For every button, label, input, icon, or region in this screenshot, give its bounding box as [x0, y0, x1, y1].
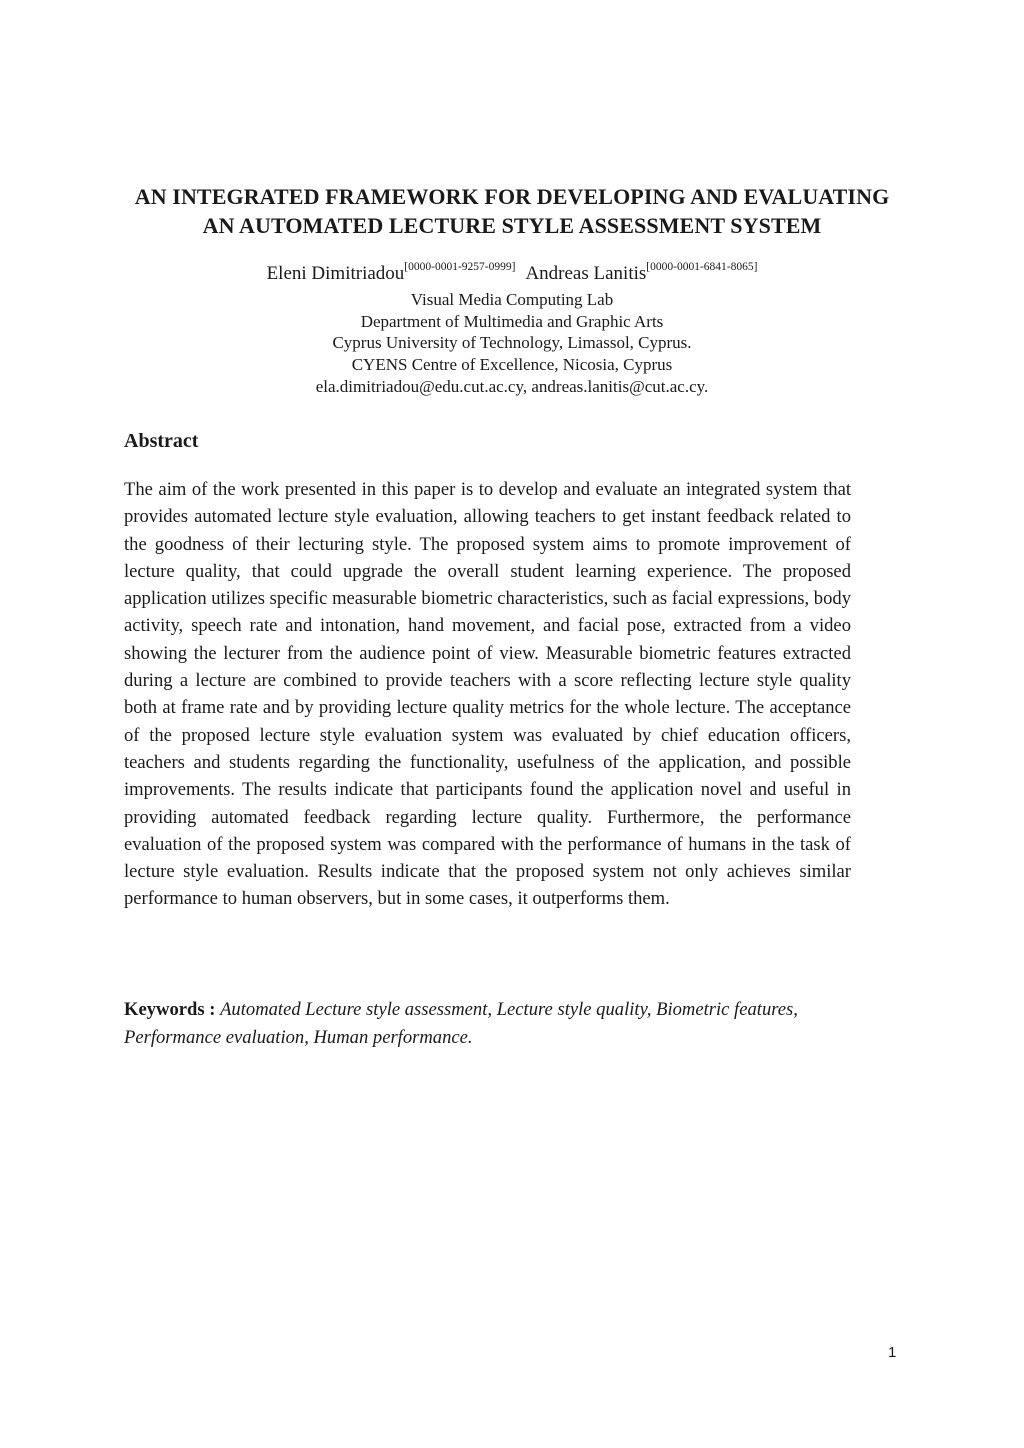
title-line-2: AN AUTOMATED LECTURE STYLE ASSESSMENT SYSTEM: [202, 213, 822, 238]
paper-title: [0, 182, 1024, 240]
keywords-text: Automated Lecture style assessment, Lecture style quality, Biometric features, Performance evaluation, Human performance.: [124, 999, 798, 1048]
affiliation-university: Cyprus University of Technology, Limassol, Cyprus.: [332, 333, 692, 353]
affiliation-department: Department of Multimedia and Graphic Arts: [360, 311, 664, 331]
author-name-2: Andreas Lanitis: [525, 263, 647, 284]
title-line-1: AN INTEGRATED FRAMEWORK FOR DEVELOPING AND EVALUATING: [134, 184, 890, 209]
abstract-text: The aim of the work presented in this paper is to develop and evaluate an integrated system that provides automated lecture style evaluation, allowing teachers to get instant feedback related to the goodness of their lecturing style. The proposed system aims to promote improvement of lecture quality, that could upgrade the overall student learning experience. The proposed application utilizes specific measurable biometric characteristics, such as facial expressions, body activity, speech rate and intonation, hand movement, and facial pose, extracted from a video showing the lecturer from the audience point of view. Measurable biometric features extracted during a lecture are combined to provide teachers with a score reflecting lecture style quality both at frame rate and by providing lecture quality metrics for the whole lecture. The acceptance of the proposed lecture style evaluation system was evaluated by chief education officers, teachers and students regarding the functionality, usefulness of the application, and possible improvements. The results indicate that participants found the application novel and useful in providing automated feedback regarding lecture quality. Furthermore, the performance evaluation of the proposed system was compared with the performance of humans in the task of lecture style evaluation. Results indicate that the proposed system not only achieves similar performance to human observers, but in some cases, it outperforms them.: [124, 479, 851, 910]
page-number: 1: [888, 1344, 897, 1361]
author-emails: ela.dimitriadou@edu.cut.ac.cy, andreas.lanitis@cut.ac.cy.: [315, 376, 709, 396]
author-orcid-1: [0000-0001-9257-0999]: [404, 261, 516, 273]
affiliation-lab: Visual Media Computing Lab: [410, 290, 614, 309]
author-list: [0, 262, 1024, 285]
keywords-label: Keywords :: [124, 999, 216, 1020]
affiliation-centre: CYENS Centre of Excellence, Nicosia, Cyprus: [351, 355, 673, 375]
keywords-block: [124, 996, 884, 1051]
author-name-1: Eleni Dimitriadou: [266, 263, 405, 284]
abstract-heading: Abstract: [124, 430, 199, 452]
affiliation-block: [0, 289, 1024, 398]
author-orcid-2: [0000-0001-6841-8065]: [646, 261, 758, 273]
